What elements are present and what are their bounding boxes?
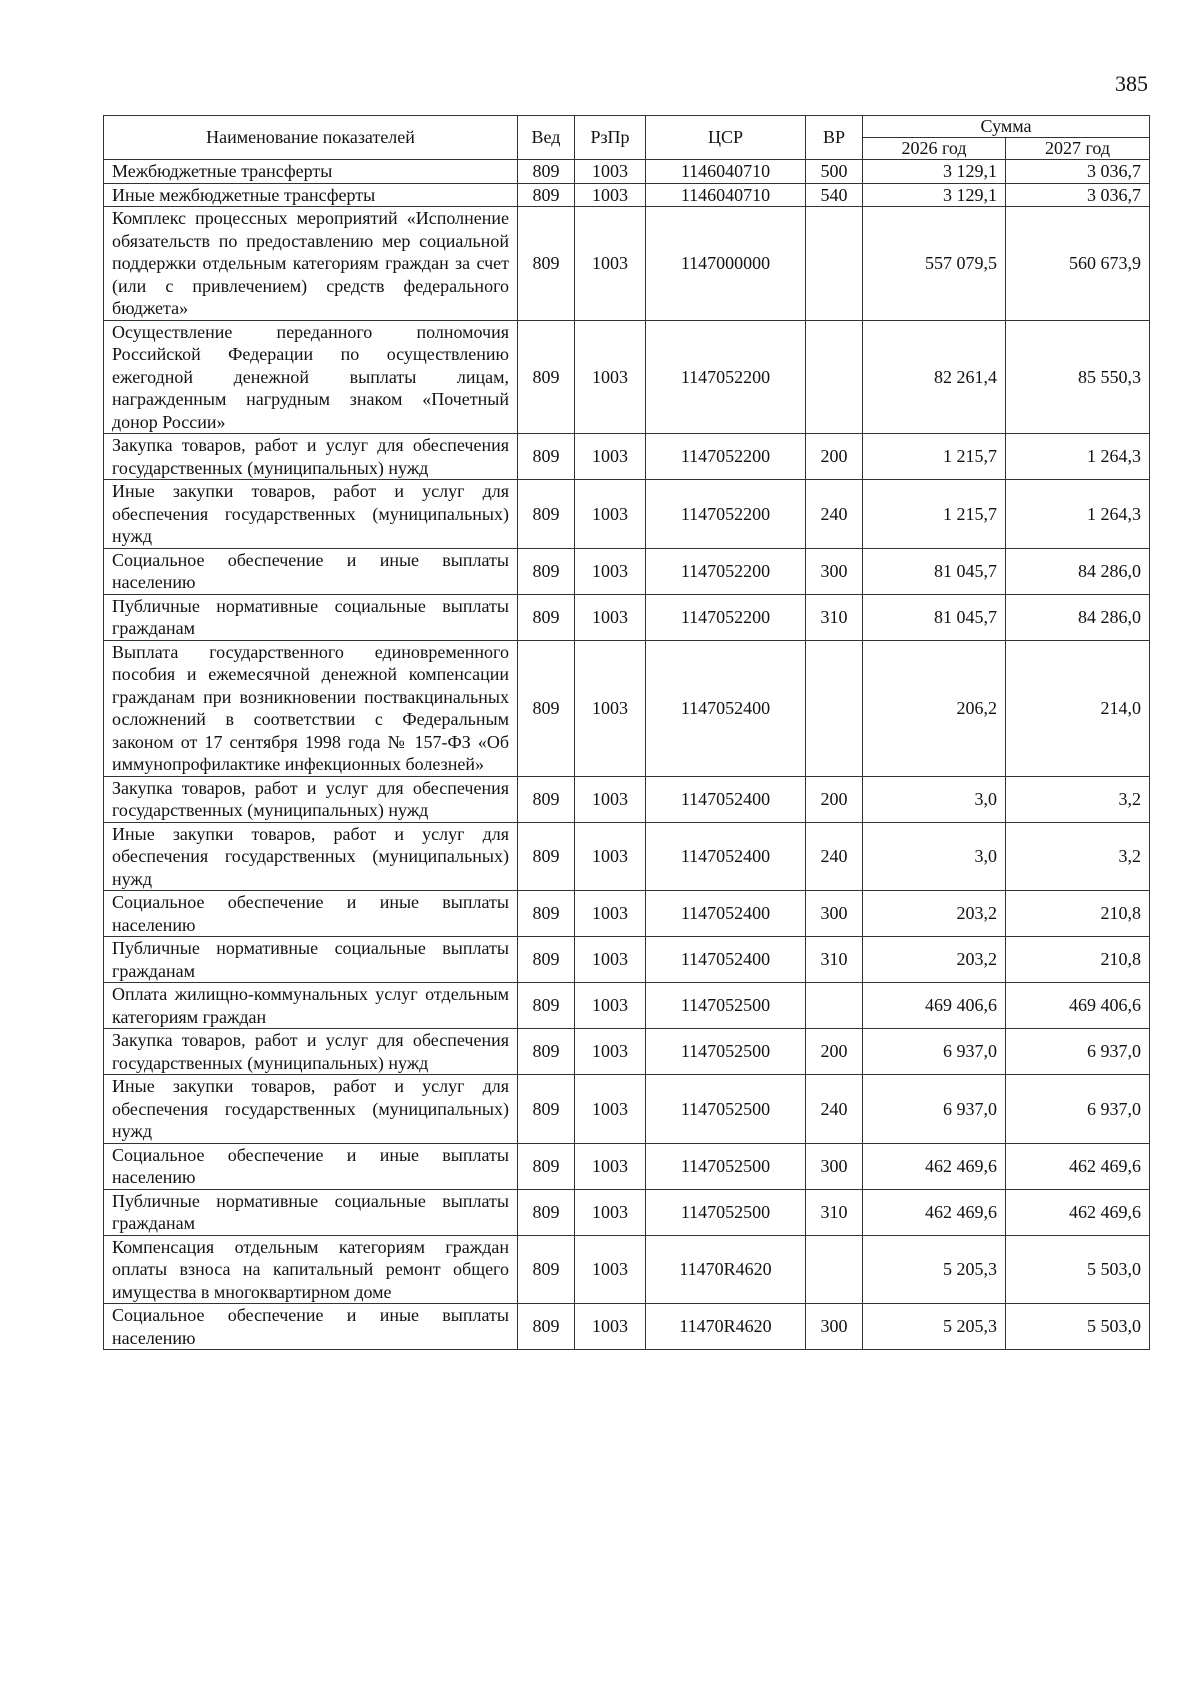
cell-name: Публичные нормативные социальные выплаты гражданам (104, 1189, 518, 1235)
cell-name: Компенсация отдельным категориям граждан оплаты взноса на капитальный ремонт общего имущества в многоквартирном доме (104, 1235, 518, 1304)
header-vr: ВР (806, 116, 863, 160)
cell-vr: 200 (806, 776, 863, 822)
cell-csr: 1146040710 (646, 183, 806, 207)
cell-vr: 310 (806, 937, 863, 983)
cell-vr: 310 (806, 594, 863, 640)
cell-name: Публичные нормативные социальные выплаты гражданам (104, 594, 518, 640)
cell-rzpr: 1003 (575, 640, 646, 776)
cell-ved: 809 (518, 1189, 575, 1235)
cell-vr: 240 (806, 1075, 863, 1144)
cell-sum-2026: 3,0 (863, 776, 1006, 822)
cell-csr: 11470R4620 (646, 1304, 806, 1350)
cell-rzpr: 1003 (575, 891, 646, 937)
cell-csr: 1147052500 (646, 1029, 806, 1075)
cell-sum-2027: 214,0 (1006, 640, 1150, 776)
cell-name: Иные закупки товаров, работ и услуг для обеспечения государственных (муниципальных) нужд (104, 480, 518, 549)
header-csr: ЦСР (646, 116, 806, 160)
cell-rzpr: 1003 (575, 1304, 646, 1350)
cell-sum-2027: 6 937,0 (1006, 1029, 1150, 1075)
cell-rzpr: 1003 (575, 1075, 646, 1144)
cell-sum-2027: 84 286,0 (1006, 548, 1150, 594)
cell-vr: 500 (806, 160, 863, 184)
cell-vr (806, 640, 863, 776)
cell-sum-2027: 84 286,0 (1006, 594, 1150, 640)
table-row (104, 640, 1150, 776)
cell-sum-2027: 462 469,6 (1006, 1189, 1150, 1235)
cell-csr: 1147052500 (646, 1143, 806, 1189)
cell-csr: 1147052500 (646, 983, 806, 1029)
cell-csr: 1147052400 (646, 776, 806, 822)
cell-ved: 809 (518, 983, 575, 1029)
cell-sum-2026: 5 205,3 (863, 1235, 1006, 1304)
header-ved: Вед (518, 116, 575, 160)
cell-ved: 809 (518, 640, 575, 776)
table-row (104, 1029, 1150, 1075)
cell-name: Закупка товаров, работ и услуг для обеспечения государственных (муниципальных) нужд (104, 1029, 518, 1075)
cell-rzpr: 1003 (575, 207, 646, 321)
budget-table (103, 115, 1150, 1350)
cell-csr: 1147052400 (646, 937, 806, 983)
cell-csr: 1146040710 (646, 160, 806, 184)
cell-rzpr: 1003 (575, 320, 646, 434)
cell-rzpr: 1003 (575, 983, 646, 1029)
cell-ved: 809 (518, 1143, 575, 1189)
cell-name: Социальное обеспечение и иные выплаты населению (104, 1143, 518, 1189)
cell-name: Выплата государственного единовременного пособия и ежемесячной денежной компенсации гражданам при возникновении поствакцинальных осложнений в соответствии с Федеральным законом от 17 сентября 1998 года № 157-ФЗ «Об иммунопрофилактике инфекционных болезней» (104, 640, 518, 776)
header-sum: Сумма (863, 116, 1150, 138)
table-row (104, 434, 1150, 480)
cell-name: Социальное обеспечение и иные выплаты населению (104, 891, 518, 937)
cell-rzpr: 1003 (575, 776, 646, 822)
cell-ved: 809 (518, 434, 575, 480)
header-name: Наименование показателей (104, 116, 518, 160)
cell-vr: 200 (806, 434, 863, 480)
cell-rzpr: 1003 (575, 1143, 646, 1189)
cell-vr: 300 (806, 1304, 863, 1350)
cell-vr: 240 (806, 822, 863, 891)
cell-ved: 809 (518, 548, 575, 594)
table-row (104, 937, 1150, 983)
header-rzpr: РзПр (575, 116, 646, 160)
cell-vr: 540 (806, 183, 863, 207)
cell-vr: 240 (806, 480, 863, 549)
cell-name: Осуществление переданного полномочия Российской Федерации по осуществлению ежегодной денежной выплаты лицам, награжденным нагрудным знаком «Почетный донор России» (104, 320, 518, 434)
cell-sum-2026: 81 045,7 (863, 594, 1006, 640)
table-body (104, 160, 1150, 1350)
cell-sum-2026: 3,0 (863, 822, 1006, 891)
table-row (104, 1304, 1150, 1350)
cell-sum-2027: 469 406,6 (1006, 983, 1150, 1029)
cell-sum-2027: 5 503,0 (1006, 1235, 1150, 1304)
table-row (104, 776, 1150, 822)
cell-rzpr: 1003 (575, 548, 646, 594)
cell-ved: 809 (518, 1075, 575, 1144)
cell-ved: 809 (518, 207, 575, 321)
cell-csr: 1147000000 (646, 207, 806, 321)
cell-sum-2027: 85 550,3 (1006, 320, 1150, 434)
cell-sum-2026: 3 129,1 (863, 160, 1006, 184)
cell-sum-2027: 1 264,3 (1006, 434, 1150, 480)
table-row (104, 1189, 1150, 1235)
cell-csr: 1147052500 (646, 1075, 806, 1144)
cell-name: Оплата жилищно-коммунальных услуг отдельным категориям граждан (104, 983, 518, 1029)
cell-rzpr: 1003 (575, 594, 646, 640)
cell-sum-2026: 5 205,3 (863, 1304, 1006, 1350)
cell-sum-2026: 462 469,6 (863, 1143, 1006, 1189)
table-row (104, 983, 1150, 1029)
table-row (104, 548, 1150, 594)
table-row (104, 183, 1150, 207)
cell-sum-2026: 82 261,4 (863, 320, 1006, 434)
cell-vr: 300 (806, 548, 863, 594)
table-row (104, 207, 1150, 321)
cell-name: Социальное обеспечение и иные выплаты населению (104, 548, 518, 594)
cell-ved: 809 (518, 937, 575, 983)
cell-vr (806, 207, 863, 321)
cell-rzpr: 1003 (575, 1029, 646, 1075)
cell-sum-2026: 6 937,0 (863, 1075, 1006, 1144)
table-row (104, 1235, 1150, 1304)
cell-sum-2026: 206,2 (863, 640, 1006, 776)
cell-rzpr: 1003 (575, 434, 646, 480)
cell-sum-2027: 3,2 (1006, 776, 1150, 822)
cell-rzpr: 1003 (575, 160, 646, 184)
cell-sum-2026: 1 215,7 (863, 480, 1006, 549)
cell-csr: 11470R4620 (646, 1235, 806, 1304)
cell-vr: 310 (806, 1189, 863, 1235)
cell-name: Закупка товаров, работ и услуг для обеспечения государственных (муниципальных) нужд (104, 434, 518, 480)
cell-sum-2026: 557 079,5 (863, 207, 1006, 321)
cell-ved: 809 (518, 776, 575, 822)
table-row (104, 1075, 1150, 1144)
table-row (104, 822, 1150, 891)
page-number: 385 (1115, 71, 1148, 96)
cell-sum-2027: 210,8 (1006, 891, 1150, 937)
cell-ved: 809 (518, 160, 575, 184)
cell-sum-2027: 3,2 (1006, 822, 1150, 891)
cell-name: Закупка товаров, работ и услуг для обеспечения государственных (муниципальных) нужд (104, 776, 518, 822)
cell-name: Комплекс процессных мероприятий «Исполнение обязательств по предоставлению мер социальной поддержки отдельным категориям граждан за счет (или с привлечением) средств федерального бюджета» (104, 207, 518, 321)
cell-csr: 1147052200 (646, 434, 806, 480)
cell-name: Публичные нормативные социальные выплаты гражданам (104, 937, 518, 983)
cell-csr: 1147052500 (646, 1189, 806, 1235)
cell-ved: 809 (518, 1235, 575, 1304)
table-row (104, 891, 1150, 937)
cell-csr: 1147052400 (646, 822, 806, 891)
table-header (104, 116, 1150, 160)
cell-sum-2026: 203,2 (863, 891, 1006, 937)
cell-csr: 1147052400 (646, 640, 806, 776)
cell-rzpr: 1003 (575, 1189, 646, 1235)
cell-vr: 300 (806, 891, 863, 937)
cell-ved: 809 (518, 183, 575, 207)
cell-name: Иные закупки товаров, работ и услуг для обеспечения государственных (муниципальных) нужд (104, 822, 518, 891)
cell-ved: 809 (518, 1029, 575, 1075)
cell-csr: 1147052400 (646, 891, 806, 937)
cell-sum-2026: 6 937,0 (863, 1029, 1006, 1075)
cell-ved: 809 (518, 480, 575, 549)
table-row (104, 160, 1150, 184)
cell-vr (806, 1235, 863, 1304)
table-row (104, 320, 1150, 434)
cell-csr: 1147052200 (646, 320, 806, 434)
table-row (104, 480, 1150, 549)
cell-sum-2027: 1 264,3 (1006, 480, 1150, 549)
cell-ved: 809 (518, 891, 575, 937)
cell-sum-2026: 203,2 (863, 937, 1006, 983)
cell-sum-2026: 462 469,6 (863, 1189, 1006, 1235)
cell-ved: 809 (518, 594, 575, 640)
cell-csr: 1147052200 (646, 594, 806, 640)
cell-sum-2026: 3 129,1 (863, 183, 1006, 207)
cell-sum-2027: 3 036,7 (1006, 160, 1150, 184)
cell-name: Социальное обеспечение и иные выплаты населению (104, 1304, 518, 1350)
cell-ved: 809 (518, 1304, 575, 1350)
cell-rzpr: 1003 (575, 937, 646, 983)
cell-vr (806, 320, 863, 434)
cell-vr (806, 983, 863, 1029)
cell-sum-2027: 5 503,0 (1006, 1304, 1150, 1350)
cell-sum-2027: 3 036,7 (1006, 183, 1150, 207)
cell-rzpr: 1003 (575, 480, 646, 549)
cell-sum-2027: 462 469,6 (1006, 1143, 1150, 1189)
cell-sum-2027: 210,8 (1006, 937, 1150, 983)
cell-rzpr: 1003 (575, 1235, 646, 1304)
table-row (104, 594, 1150, 640)
cell-sum-2027: 6 937,0 (1006, 1075, 1150, 1144)
cell-csr: 1147052200 (646, 480, 806, 549)
cell-ved: 809 (518, 822, 575, 891)
cell-name: Иные закупки товаров, работ и услуг для обеспечения государственных (муниципальных) нужд (104, 1075, 518, 1144)
cell-sum-2026: 1 215,7 (863, 434, 1006, 480)
cell-sum-2026: 469 406,6 (863, 983, 1006, 1029)
cell-ved: 809 (518, 320, 575, 434)
table-row (104, 1143, 1150, 1189)
header-year-2027: 2027 год (1006, 138, 1150, 160)
cell-name: Иные межбюджетные трансферты (104, 183, 518, 207)
cell-csr: 1147052200 (646, 548, 806, 594)
cell-sum-2027: 560 673,9 (1006, 207, 1150, 321)
cell-vr: 200 (806, 1029, 863, 1075)
cell-rzpr: 1003 (575, 822, 646, 891)
cell-rzpr: 1003 (575, 183, 646, 207)
cell-name: Межбюджетные трансферты (104, 160, 518, 184)
cell-vr: 300 (806, 1143, 863, 1189)
header-year-2026: 2026 год (863, 138, 1006, 160)
cell-sum-2026: 81 045,7 (863, 548, 1006, 594)
